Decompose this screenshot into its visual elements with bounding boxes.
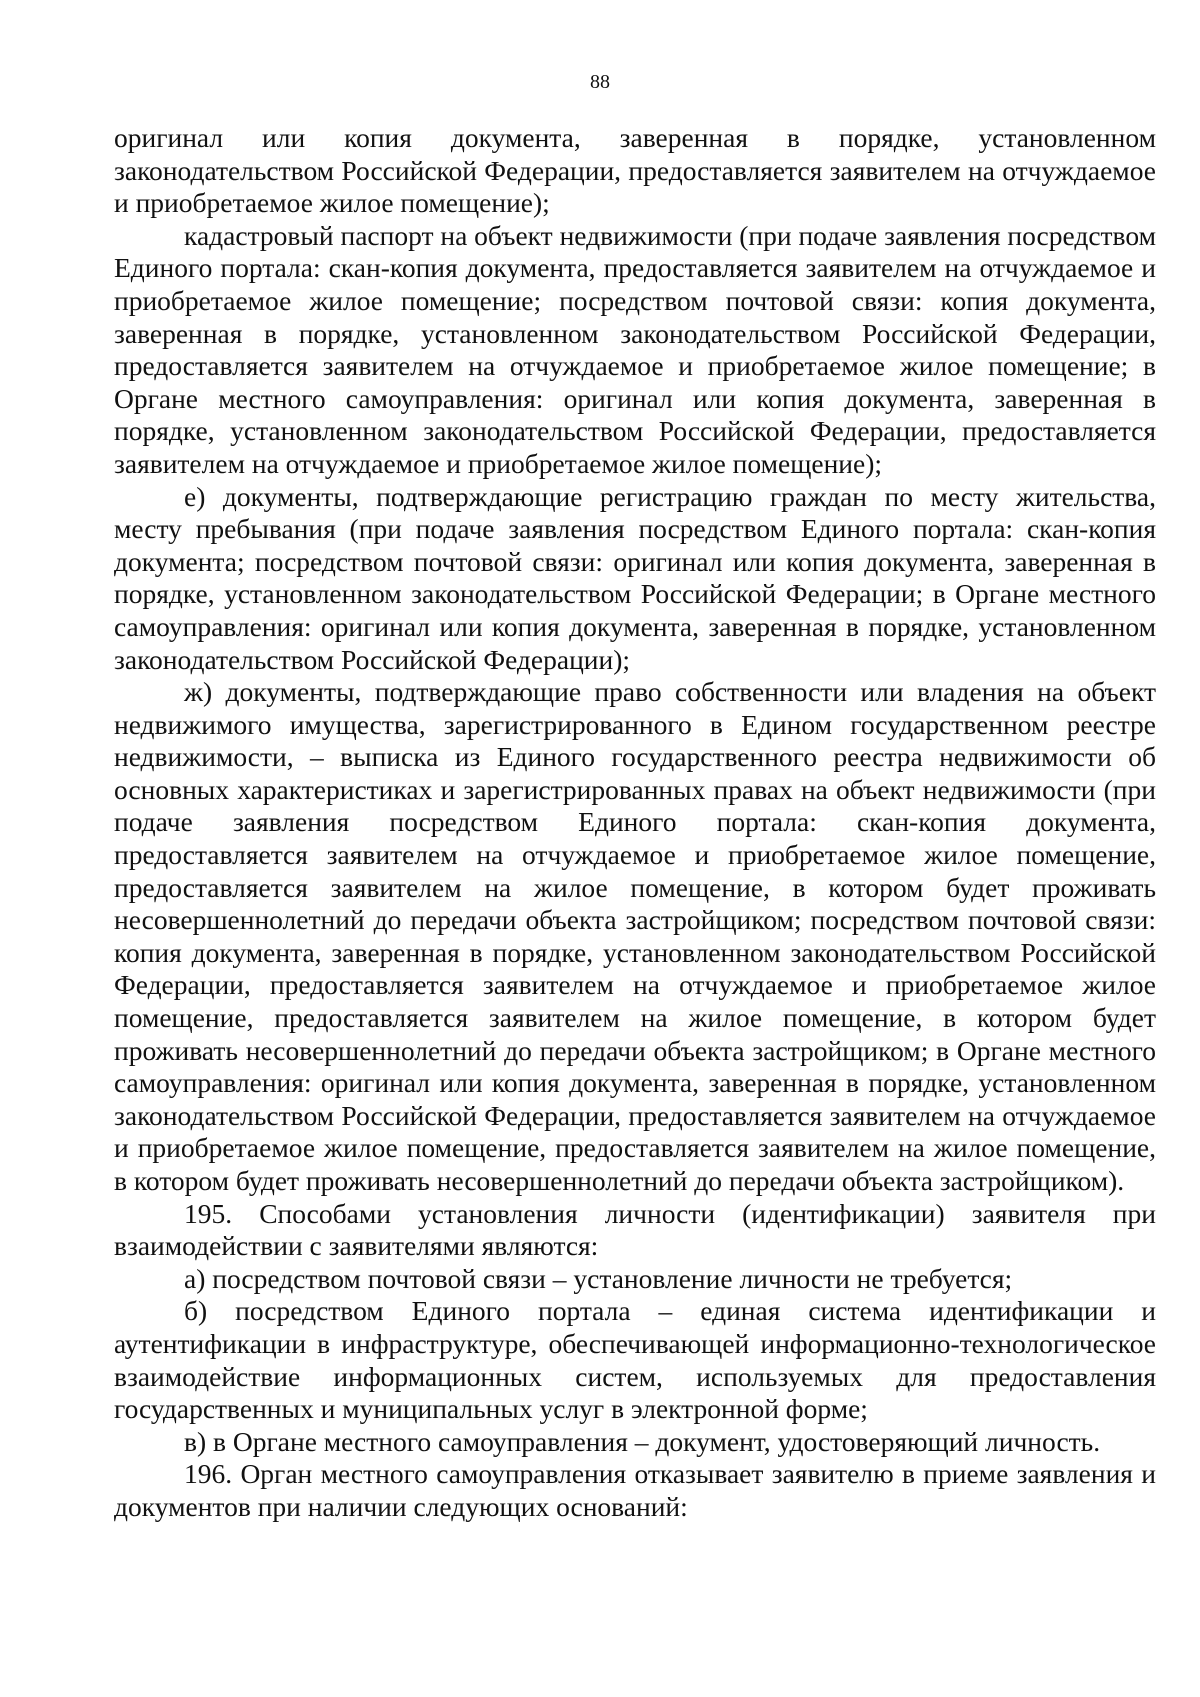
paragraph-item-e-registration: е) документы, подтверждающие регистрацию граждан по месту жительства, месту пребывания (при подаче заявления посредством Единого портала: скан-копия документа; посредством почтовой связи: оригинал или копия документа, заверенная в порядке, установленном законодательством Российской Федерации; в Органе местного самоуправления: оригинал или копия документа, заверенная в порядке, установленном законодательством Российской Федерации); (114, 480, 1156, 675)
paragraph-195-identification: 195. Способами установления личности (идентификации) заявителя при взаимодействии с заявителями являются: (114, 1197, 1156, 1262)
paragraph-195-a-postal: а) посредством почтовой связи – установление личности не требуется; (184, 1262, 1013, 1294)
paragraph-cadastral-passport: кадастровый паспорт на объект недвижимости (при подаче заявления посредством Единого портала: скан-копия документа, предоставляется заявителем на отчуждаемое и приобретаемое жилое помещение; посредством почтовой связи: копия документа, заверенная в порядке, установленном законодательством Российской Федерации, предоставляется заявителем на отчуждаемое и приобретаемое жилое помещение; в Органе местного самоуправления: оригинал или копия документа, заверенная в порядке, установленном законодательством Российской Федерации, предоставляется заявителем на отчуждаемое и приобретаемое жилое помещение); (114, 219, 1156, 479)
paragraph-196-refusal: 196. Орган местного самоуправления отказывает заявителю в приеме заявления и документов при наличии следующих оснований: (114, 1458, 1156, 1522)
paragraph-195-b-portal: б) посредством Единого портала – единая система идентификации и аутентификации в инфраструктуре, обеспечивающей информационно-технологическое взаимодействие информационных систем, используемых для предоставления государственных и муниципальных услуг в электронной форме; (114, 1295, 1156, 1425)
paragraph-item-zh-ownership: ж) документы, подтверждающие право собственности или владения на объект недвижимого имущества, зарегистрированного в Едином государственном реестре недвижимости, – выписка из Единого государственного реестра недвижимости об основных характеристиках и зарегистрированных правах на объект недвижимости (при подаче заявления посредством Единого портала: скан-копия документа, предоставляется заявителем на отчуждаемое и приобретаемое жилое помещение, предоставляется заявителем на жилое помещение, в котором будет проживать несовершеннолетний до передачи объекта застройщиком; посредством почтовой связи: копия документа, заверенная в порядке, установленном законодательством Российской Федерации, предоставляется заявителем на отчуждаемое и приобретаемое жилое помещение, предоставляется заявителем на жилое помещение, в котором будет проживать несовершеннолетний до передачи объекта застройщиком; в Органе местного самоуправления: оригинал или копия документа, заверенная в порядке, установленном законодательством Российской Федерации, предоставляется заявителем на отчуждаемое и приобретаемое жилое помещение, предоставляется заявителем на жилое помещение, в котором будет проживать несовершеннолетний до передачи объекта застройщиком). (114, 676, 1156, 1196)
document-body (114, 122, 1156, 1524)
paragraph-195-v-local-authority: в) в Органе местного самоуправления – документ, удостоверяющий личность. (184, 1425, 1101, 1457)
paragraph-original-copy: оригинал или копия документа, заверенная в порядке, установленном законодательством Российской Федерации, предоставляется заявителем на отчуждаемое и приобретаемое жилое помещение); (114, 122, 1156, 219)
page-number: 88 (590, 71, 610, 93)
